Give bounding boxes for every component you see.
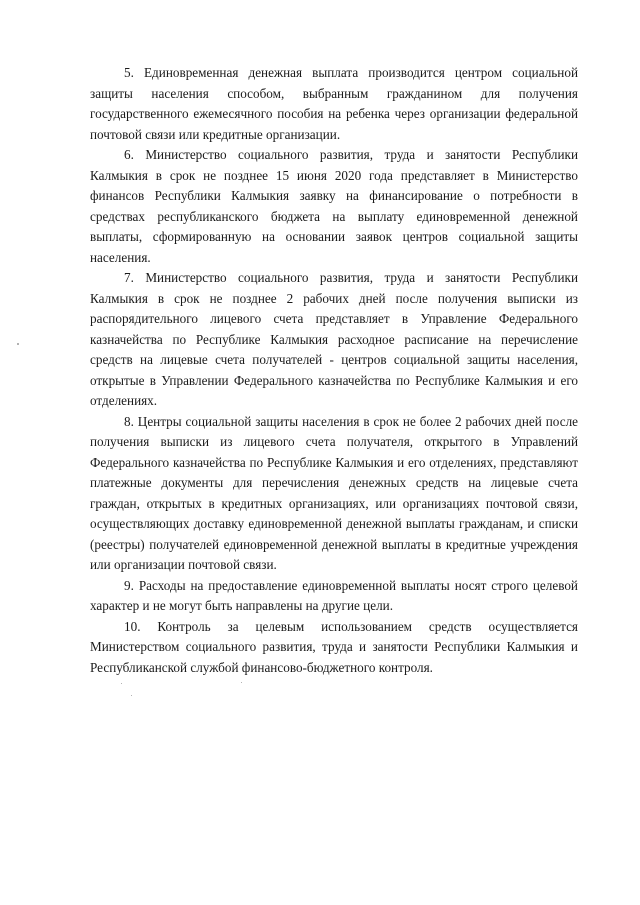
scan-speck <box>17 343 19 345</box>
paragraph-9: 9. Расходы на предоставление единовременной выплаты носят строго целевой характер и не могут быть направлены на другие цели. <box>90 577 578 613</box>
paragraph-8: 8. Центры социальной защиты населения в срок не более 2 рабочих дней после получения выписки из лицевого счета получателя, открытого в Управлений Федерального казначейства по Республике Калмыкия и его отделениях, представляют платежные документы для перечисления денежных средств на лицевые счета граждан, открытых в кредитных организациях, или организациях почтовой связи, осуществляющих доставку единовременной денежной выплаты гражданам, и списки (реестры) получателей единовременной денежной выплаты в кредитные учреждения или организации почтовой связи. <box>90 413 578 572</box>
paragraph-5: 5. Единовременная денежная выплата производится центром социальной защиты населения способом, выбранным гражданином для получения государственного ежемесячного пособия на ребенка через организации федеральной почтовой связи или кредитные организации. <box>90 65 578 142</box>
scan-speck <box>241 682 242 683</box>
document-body <box>90 63 578 678</box>
paragraph-7: 7. Министерство социального развития, труда и занятости Республики Калмыкия в срок не позднее 2 рабочих дней после получения выписки из распорядительного лицевого счета представляет в Управление Федерального казначейства по Республике Калмыкия расходное расписание на перечисление средств на лицевые счета получателей - центров социальной защиты населения, открытые в Управлении Федерального казначейства по Республике Калмыкия и его отделениях. <box>90 270 578 408</box>
paragraph-6: 6. Министерство социального развития, труда и занятости Республики Калмыкия в срок не позднее 15 июня 2020 года представляет в Министерство финансов Республики Калмыкия заявку на финансирование о потребности в средствах республиканского бюджета на выплату единовременной денежной выплаты, сформированную на основании заявок центров социальной защиты населения. <box>90 147 578 265</box>
paragraph-10: 10. Контроль за целевым использованием средств осуществляется Министерством социального развития, труда и занятости Республики Калмыкия и Республиканской службой финансово-бюджетного контроля. <box>90 618 578 675</box>
scan-speck <box>121 683 122 684</box>
scan-speck <box>131 695 132 696</box>
